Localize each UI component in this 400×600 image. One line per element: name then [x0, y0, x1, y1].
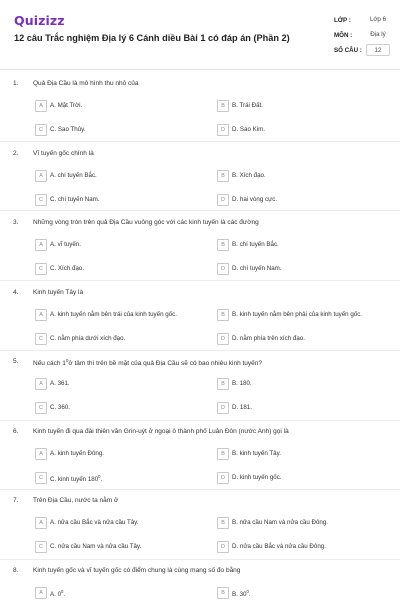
option-a[interactable] [35, 100, 200, 112]
option-d[interactable] [217, 402, 382, 414]
option-letter: C [35, 333, 47, 345]
option-letter: D [217, 541, 229, 553]
option-a[interactable] [35, 170, 200, 182]
option-letter: C [35, 263, 47, 275]
option-letter: D [217, 194, 229, 206]
question-text: Trên Địa Cầu, nước ta nằm ở [33, 497, 119, 504]
option-letter: B [217, 517, 229, 529]
option-letter: B [217, 309, 229, 321]
question-5 [0, 358, 400, 428]
option-a[interactable] [35, 448, 200, 460]
question-8 [0, 567, 400, 600]
quizizz-logo[interactable]: Quizizz [14, 13, 65, 28]
question-text: Quả Địa Cầu là mô hình thu nhỏ của [33, 80, 139, 87]
option-b[interactable] [217, 309, 382, 321]
option-letter: D [217, 333, 229, 345]
question-number: 3. [13, 219, 19, 226]
option-c[interactable] [35, 402, 200, 414]
option-letter: A [35, 239, 47, 251]
option-a[interactable] [35, 517, 200, 529]
option-letter: B [217, 587, 229, 599]
option-letter: D [217, 124, 229, 136]
option-c[interactable] [35, 333, 200, 345]
question-7 [0, 497, 400, 567]
option-b[interactable] [217, 448, 382, 460]
option-text: B. 180. [232, 380, 252, 387]
option-a[interactable] [35, 378, 200, 390]
option-text: A. $0^0$. [50, 589, 66, 599]
question-text: Kinh tuyến đi qua đài thiên văn Grin-uýt ở ngoại ô thành phố Luân Đôn (nước Anh) gọi là [33, 428, 289, 435]
option-text: A. Mặt Trời. [50, 102, 83, 109]
question-number: 6. [13, 428, 19, 435]
question-number: 8. [13, 567, 19, 574]
option-text: A. kinh tuyến nằm bên trái của kinh tuyến gốc. [50, 311, 177, 318]
option-text: C. kinh tuyến $180^0$. [50, 474, 103, 484]
divider [0, 141, 400, 142]
option-letter: A [35, 170, 47, 182]
option-c[interactable] [35, 124, 200, 136]
option-d[interactable] [217, 472, 382, 484]
option-text: B. kinh tuyến nằm bên phải của kinh tuyến gốc. [232, 311, 363, 318]
option-text: B. Trái Đất. [232, 102, 263, 109]
option-b[interactable] [217, 170, 382, 182]
option-d[interactable] [217, 263, 382, 275]
option-text: D. kinh tuyến gốc. [232, 474, 282, 481]
option-letter: B [217, 448, 229, 460]
option-c[interactable] [35, 541, 200, 553]
option-letter: A [35, 100, 47, 112]
option-text: A. nửa cầu Bắc và nửa cầu Tây. [50, 519, 139, 526]
option-letter: A [35, 378, 47, 390]
page-header [0, 0, 400, 70]
option-text: C. Sao Thủy. [50, 126, 86, 133]
option-letter: B [217, 170, 229, 182]
option-letter: D [217, 263, 229, 275]
option-text: A. chí tuyến Bắc. [50, 172, 97, 179]
meta-question-count [334, 44, 394, 57]
option-d[interactable] [217, 541, 382, 553]
option-letter: A [35, 517, 47, 529]
divider [0, 210, 400, 211]
question-text: Những vòng tròn trên quả Địa Cầu vuông góc với các kinh tuyến là các đường [33, 219, 259, 226]
option-letter: A [35, 309, 47, 321]
option-c[interactable] [35, 194, 200, 206]
option-b[interactable] [217, 100, 382, 112]
option-d[interactable] [217, 124, 382, 136]
option-text: B. nửa cầu Nam và nửa cầu Đông. [232, 519, 328, 526]
question-text: Vĩ tuyến gốc chính là [33, 150, 94, 157]
option-text: C. nằm phía dưới xích đạo. [50, 335, 126, 342]
option-letter: B [217, 378, 229, 390]
option-letter: C [35, 124, 47, 136]
question-4 [0, 289, 400, 359]
option-letter: A [35, 448, 47, 460]
option-letter: B [217, 100, 229, 112]
option-d[interactable] [217, 333, 382, 345]
option-b[interactable] [217, 239, 382, 251]
option-letter: B [217, 239, 229, 251]
option-text: B. Xích đạo. [232, 172, 266, 179]
option-text: D. nửa cầu Bắc và nửa cầu Đông. [232, 543, 326, 550]
option-text: C. Xích đạo. [50, 265, 85, 272]
question-text: Kinh tuyến gốc và vĩ tuyến gốc có điểm chung là cùng mang số đo bằng [33, 567, 241, 574]
question-number: 5. [13, 358, 19, 365]
divider [0, 489, 400, 490]
option-text: B. chí tuyến Bắc. [232, 241, 279, 248]
option-letter: D [217, 472, 229, 484]
option-text: C. nửa cầu Nam và nửa cầu Tây. [50, 543, 142, 550]
question-count-value: 12 [366, 44, 390, 56]
option-text: A. 361. [50, 380, 70, 387]
option-letter: C [35, 194, 47, 206]
option-text: D. hai vòng cực. [232, 196, 278, 203]
option-text: D. Sao Kim. [232, 126, 266, 133]
question-number: 4. [13, 289, 19, 296]
option-text: A. vĩ tuyến. [50, 241, 81, 248]
question-number: 7. [13, 497, 19, 504]
meta-grade [334, 14, 394, 27]
question-number: 1. [13, 80, 19, 87]
option-d[interactable] [217, 194, 382, 206]
question-3 [0, 219, 400, 289]
option-a[interactable] [35, 239, 200, 251]
question-6 [0, 428, 400, 498]
option-text: D. chí tuyến Nam. [232, 265, 282, 272]
question-text: Nếu cách $1^0ở$ tâm thì trên bề mặt của quả Địa Cầu sẽ có bao nhiêu kinh tuyến? [33, 358, 263, 368]
option-b[interactable] [217, 517, 382, 529]
option-letter: C [35, 541, 47, 553]
divider [0, 350, 400, 351]
divider [0, 280, 400, 281]
meta-subject [334, 29, 394, 42]
option-b[interactable] [217, 587, 382, 599]
option-letter: C [35, 472, 47, 484]
grade-label: LỚP : [334, 17, 351, 24]
grade-value: Lớp 6 [369, 16, 387, 23]
subject-value: Địa lý [370, 31, 386, 38]
option-text: D. nằm phía trên xích đạo. [232, 335, 305, 342]
option-a[interactable] [35, 309, 200, 321]
option-text: C. 360. [50, 404, 70, 411]
option-c[interactable] [35, 263, 200, 275]
option-text: B. kinh tuyến Tây. [232, 450, 281, 457]
option-text: D. 181. [232, 404, 252, 411]
question-text: Kinh tuyến Tây là [33, 289, 84, 296]
question-count-label: SỐ CÂU : [334, 47, 362, 54]
divider [0, 559, 400, 560]
option-letter: A [35, 587, 47, 599]
divider [0, 420, 400, 421]
question-number: 2. [13, 150, 19, 157]
option-text: A. kinh tuyến Đông. [50, 450, 105, 457]
option-letter: D [217, 402, 229, 414]
option-a[interactable] [35, 587, 200, 599]
option-b[interactable] [217, 378, 382, 390]
option-text: C. chí tuyến Nam. [50, 196, 100, 203]
subject-label: MÔN : [334, 32, 353, 39]
option-c[interactable] [35, 472, 200, 484]
question-1 [0, 80, 400, 150]
option-letter: C [35, 402, 47, 414]
option-text: B. $30^0$. [232, 589, 251, 599]
page-title: 12 câu Trắc nghiệm Địa lý 6 Cánh diều Bài 1 có đáp án (Phần 2) [14, 33, 290, 43]
